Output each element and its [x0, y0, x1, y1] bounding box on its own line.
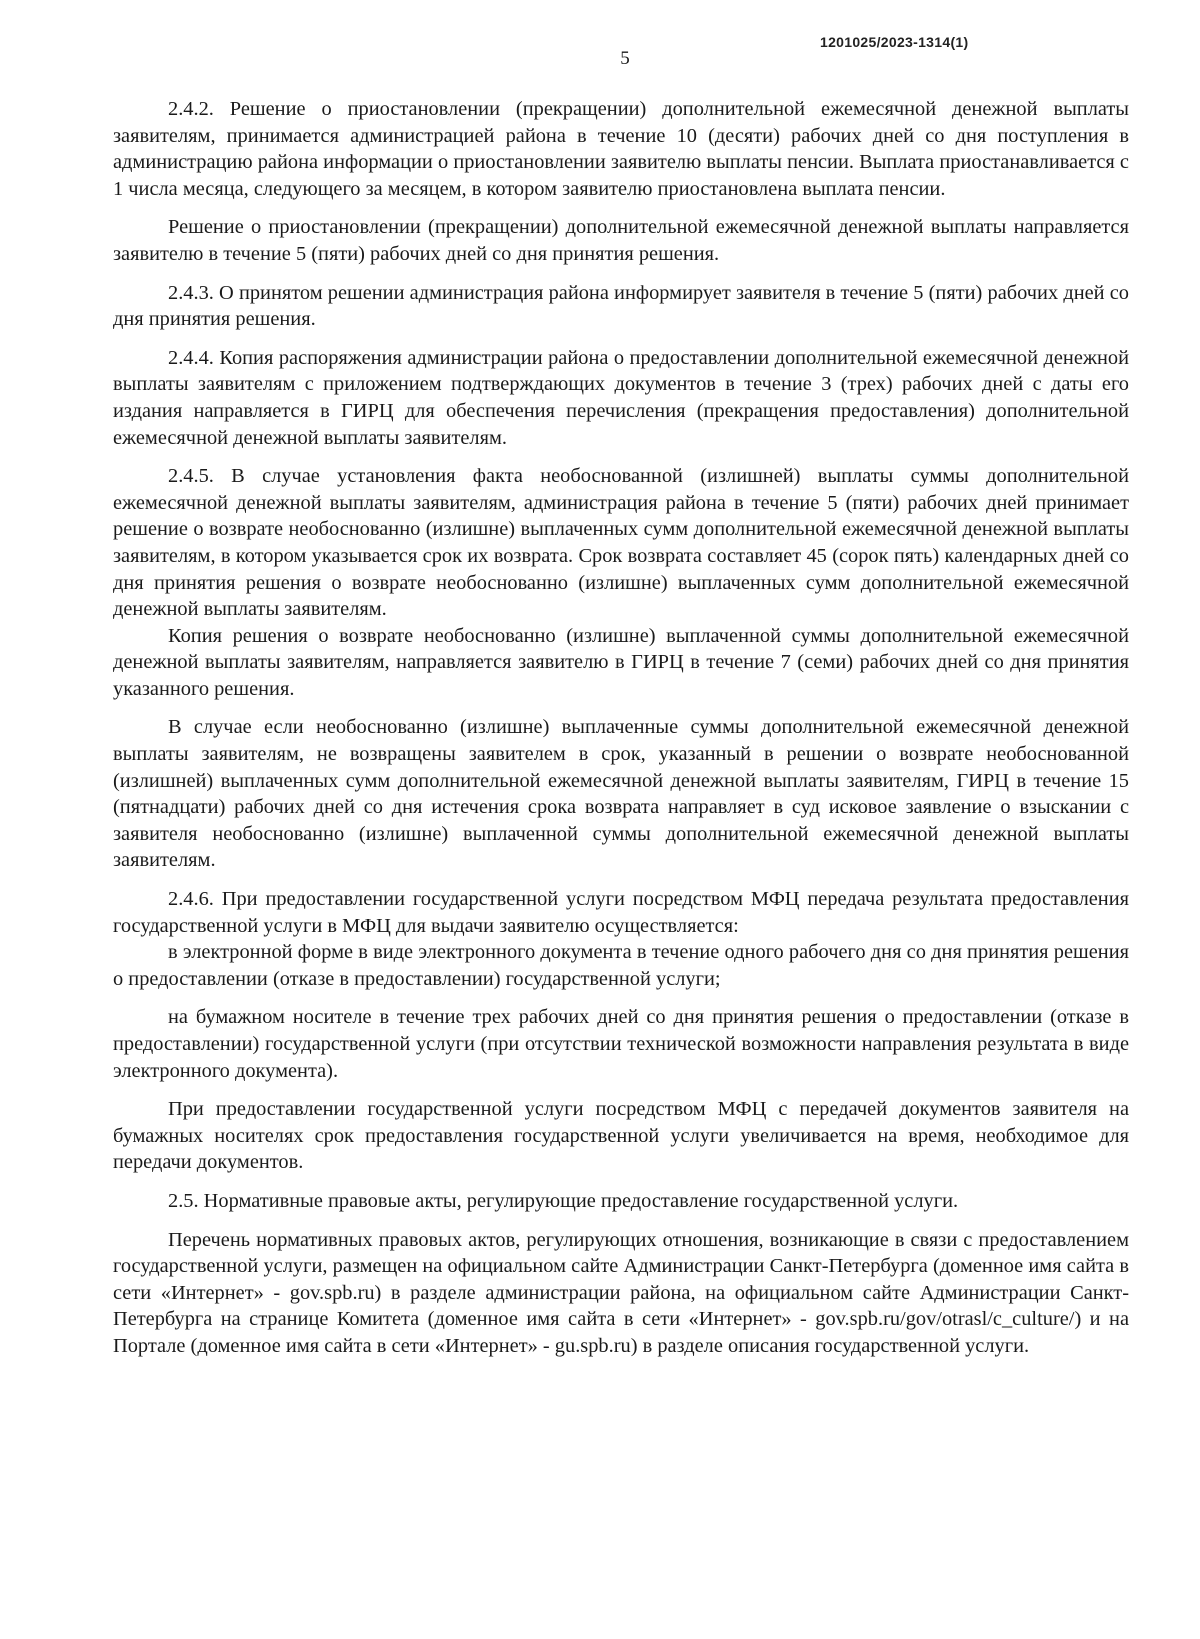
document-registration-number: 1201025/2023-1314(1) [820, 34, 969, 50]
paragraph-refund-court: В случае если необоснованно (излишне) выплаченные суммы дополнительной ежемесячной денежной выплаты заявителям, не возвращены заявителем в срок, указанный в решении о возврате необоснованной (излишней) выплаченных сумм дополнительной ежемесячной денежной выплаты заявителям, ГИРЦ в течение 15 (пятнадцати) рабочих дней со дня истечения срока возврата направляет в суд исковое заявление о взыскании с заявителя необоснованно (излишне) выплаченной суммы дополнительной ежемесячной денежной выплаты заявителям. [113, 716, 1129, 872]
document-body [113, 96, 1129, 1360]
paragraph-2-4-3: 2.4.3. О принятом решении администрация района информирует заявителя в течение 5 (пяти) рабочих дней со дня принятия решения. [113, 281, 1129, 331]
page-number: 5 [620, 48, 630, 69]
paragraph-refund-copy: Копия решения о возврате необоснованно (излишне) выплаченной суммы дополнительной ежемесячной денежной выплаты заявителям, направляется заявителю в ГИРЦ в течение 7 (семи) рабочих дней со дня принятия указанного решения. [113, 624, 1129, 700]
paragraph-2-4-5: 2.4.5. В случае установления факта необоснованной (излишней) выплаты суммы дополнительной ежемесячной денежной выплаты заявителям, администрация района в течение 5 (пяти) рабочих дней принимает решение о возврате необоснованно (излишне) выплаченных сумм дополнительной ежемесячной денежной выплаты заявителям, в котором указывается срок их возврата. Срок возврата составляет 45 (сорок пять) календарных дней со дня принятия решения о возврате необоснованно (излишне) выплаченных сумм дополнительной ежемесячной денежной выплаты заявителям. [113, 465, 1129, 621]
paragraph-mfc-paper-documents: При предоставлении государственной услуги посредством МФЦ с передачей документов заявителя на бумажных носителях срок предоставления государственной услуги увеличивается на время, необходимое для передачи документов. [113, 1098, 1129, 1174]
paragraph-2-5: 2.5. Нормативные правовые акты, регулирующие предоставление государственной услуги. [168, 1189, 959, 1212]
paragraph-2-4-4: 2.4.4. Копия распоряжения администрации района о предоставлении дополнительной ежемесячной денежной выплаты заявителям с приложением подтверждающих документов в течение 3 (трех) рабочих дней с даты его издания направляется в ГИРЦ для обеспечения перечисления (прекращения предоставления) дополнительной ежемесячной денежной выплаты заявителям. [113, 346, 1129, 449]
paragraph-suspension-notice: Решение о приостановлении (прекращении) дополнительной ежемесячной денежной выплаты направляется заявителю в течение 5 (пяти) рабочих дней со дня принятия решения. [113, 216, 1129, 265]
paragraph-paper-form: на бумажном носителе в течение трех рабочих дней со дня принятия решения о предоставлении (отказе в предоставлении) государственной услуги (при отсутствии технической возможности направления результата в виде электронного документа). [113, 1006, 1129, 1082]
paragraph-2-4-2: 2.4.2. Решение о приостановлении (прекращении) дополнительной ежемесячной денежной выплаты заявителям, принимается администрацией района в течение 10 (десяти) рабочих дней со дня поступления в администрацию района информации о приостановлении заявителю выплаты пенсии. Выплата приостанавливается с 1 числа месяца, следующего за месяцем, в котором заявителю приостановлена выплата пенсии. [113, 98, 1129, 200]
paragraph-electronic-form: в электронной форме в виде электронного документа в течение одного рабочего дня со дня принятия решения о предоставлении (отказе в предоставлении) государственной услуги; [113, 941, 1129, 990]
paragraph-2-4-6: 2.4.6. При предоставлении государственной услуги посредством МФЦ передача результата предоставления государственной услуги в МФЦ для выдачи заявителю осуществляется: [113, 888, 1129, 937]
paragraph-normative-acts-list: Перечень нормативных правовых актов, регулирующих отношения, возникающие в связи с предоставлением государственной услуги, размещен на официальном сайте Администрации Санкт-Петербурга (доменное имя сайта в сети «Интернет» - gov.spb.ru) в разделе администрации района, на официальном сайте Администрации Санкт-Петербурга на странице Комитета (доменное имя сайта в сети «Интернет» - gov.spb.ru/gov/otrasl/c_culture/) и на Портале (доменное имя сайта в сети «Интернет» - gu.spb.ru) в разделе описания государственной услуги. [113, 1228, 1129, 1357]
